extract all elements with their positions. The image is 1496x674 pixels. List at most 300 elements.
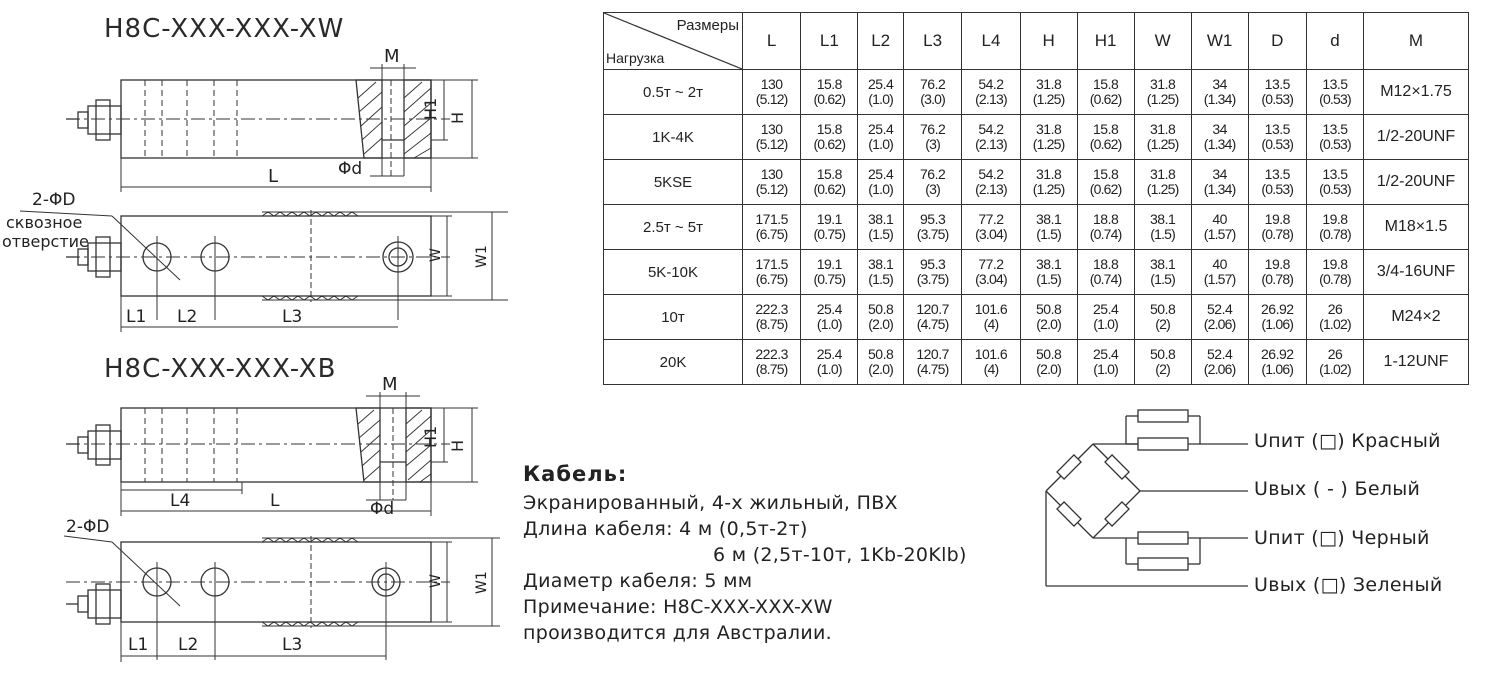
xb-label-d: Φd [370,499,395,519]
dim-mm: 54.2 [978,121,1004,137]
xw-label-l: L [268,166,279,187]
dim-mm: 52.4 [1207,346,1233,362]
dim-cell [962,295,1020,340]
dim-inch: (2) [1155,316,1170,332]
dim-mm: 101.6 [974,346,1008,362]
dim-inch: (2.06) [1203,316,1236,332]
dim-cell [1077,250,1134,295]
dim-cell [962,340,1020,385]
wire-label-red: Uпит (□) Красный [1254,430,1441,452]
dim-cell [858,160,904,205]
dim-mm: 25.4 [1093,346,1119,362]
col-header: L2 [858,13,904,70]
dim-inch: (0.53) [1261,136,1294,152]
resistor-top-1 [1138,410,1188,422]
dim-inch: (0.53) [1261,91,1294,107]
dim-inch: (8.75) [755,361,788,377]
dim-mm: 13.5 [1322,166,1348,182]
dim-cell [1020,160,1077,205]
xw-label-holes: 2-ΦD [32,190,76,210]
spec-row [604,250,1469,295]
dim-inch: (4.75) [916,316,949,332]
dim-cell [858,70,904,115]
dim-cell [1077,295,1134,340]
dim-cell [903,205,961,250]
dim-mm: 26 [1327,301,1343,317]
dim-mm: 13.5 [1264,121,1290,137]
col-header: H1 [1077,13,1134,70]
dim-cell [1134,70,1191,115]
dim-mm: 15.8 [1093,166,1119,182]
dim-mm: 38.1 [868,256,894,272]
resistor-bottom-2 [1138,558,1188,570]
dim-mm: 25.4 [816,346,842,362]
spec-row [604,295,1469,340]
dim-mm: 15.8 [816,166,842,182]
thread-cell: 1-12UNF [1364,340,1469,385]
dim-inch: (0.75) [813,271,846,287]
dim-inch: (0.53) [1319,181,1351,197]
col-header: H [1020,13,1077,70]
dim-inch: (2.13) [975,136,1007,152]
dim-cell [1020,115,1077,160]
dim-mm: 31.8 [1036,121,1062,137]
col-header: L3 [903,13,961,70]
dim-cell [743,295,801,340]
dim-inch: (1.34) [1203,136,1236,152]
dim-inch: (1.06) [1261,316,1294,332]
dim-inch: (1.5) [1150,271,1176,287]
dim-inch: (1.57) [1203,271,1236,287]
wiring-diagram [1030,400,1260,600]
cable-line-4: Диаметр кабеля: 5 мм [523,570,753,592]
dim-cell [1191,295,1248,340]
dim-inch: (1.25) [1146,181,1179,197]
dim-mm: 19.8 [1264,211,1290,227]
dim-mm: 40 [1212,211,1227,227]
dim-cell [1306,250,1363,295]
dim-mm: 120.7 [916,346,949,362]
col-header: L1 [801,13,858,70]
dim-inch: (2.0) [868,316,894,332]
thread-cell: 3/4-16UNF [1364,250,1469,295]
dim-mm: 50.8 [868,346,894,362]
dim-inch: (1.5) [868,226,894,242]
dim-inch: (3.04) [975,226,1007,242]
dim-mm: 54.2 [978,166,1004,182]
dim-mm: 50.8 [1036,346,1062,362]
dim-cell [1134,205,1191,250]
dim-cell [1248,160,1306,205]
dim-cell [801,115,858,160]
dim-inch: (0.62) [1089,91,1122,107]
dim-mm: 76.2 [920,121,946,137]
dim-mm: 34 [1212,166,1227,182]
xb-label-w1: W1 [474,571,490,594]
dim-cell [962,160,1020,205]
dim-cell [1020,250,1077,295]
wire-label-black: Uпит (□) Черный [1254,527,1430,549]
cable-line-5: Примечание: H8C-XXX-XXX-XW [523,596,833,618]
dim-inch: (2) [1155,361,1170,377]
dim-cell [1077,115,1134,160]
resistor-bottom-1 [1138,532,1188,544]
dim-mm: 31.8 [1150,121,1176,137]
dim-mm: 26.92 [1261,301,1294,317]
dim-inch: (0.75) [813,226,846,242]
dim-cell [1134,160,1191,205]
dim-cell [903,340,961,385]
dim-inch: (3.04) [975,271,1007,287]
dim-inch: (0.78) [1319,271,1351,287]
dim-inch: (3) [925,181,940,197]
dim-mm: 13.5 [1264,166,1290,182]
dim-cell [858,250,904,295]
dim-cell [1191,70,1248,115]
dim-inch: (0.74) [1089,226,1122,242]
spec-header-row [604,13,1469,70]
dim-inch: (1.25) [1146,91,1179,107]
dim-inch: (1.02) [1319,316,1351,332]
dim-mm: 34 [1212,76,1227,92]
col-header: M [1364,13,1469,70]
dim-mm: 19.8 [1322,211,1348,227]
dim-cell [801,70,858,115]
xw-label-l3: L3 [282,307,303,327]
dim-mm: 15.8 [1093,76,1119,92]
dim-mm: 40 [1212,256,1227,272]
dim-cell [1248,115,1306,160]
col-header: L4 [962,13,1020,70]
dim-mm: 222.3 [755,301,788,317]
dim-mm: 130 [760,166,783,182]
dim-cell [743,205,801,250]
dim-inch: (2.13) [975,181,1007,197]
dim-cell [743,70,801,115]
dim-mm: 31.8 [1036,76,1062,92]
drawing-xb-title: H8C-XXX-XXX-XB [104,354,337,384]
dim-cell [858,205,904,250]
dim-inch: (1.25) [1032,91,1065,107]
dim-inch: (1.25) [1146,136,1179,152]
dim-cell [1306,160,1363,205]
bridge-resistor-3 [1057,502,1081,526]
load-cell: 20K [604,340,743,385]
dim-cell [903,250,961,295]
dim-cell [1191,340,1248,385]
dim-inch: (1.0) [868,136,894,152]
dim-cell [1077,160,1134,205]
dim-inch: (6.75) [755,271,788,287]
dim-inch: (1.0) [868,91,894,107]
dim-mm: 19.1 [816,256,842,272]
dim-cell [1020,205,1077,250]
col-header: W [1134,13,1191,70]
dim-inch: (5.12) [755,91,788,107]
dim-inch: (4) [983,316,999,332]
dim-cell [1134,340,1191,385]
dim-mm: 19.8 [1322,256,1348,272]
dim-mm: 25.4 [1093,301,1119,317]
col-header: L [743,13,801,70]
spec-row [604,70,1469,115]
dim-inch: (3.75) [916,271,949,287]
dim-cell [903,295,961,340]
xw-label-d: Φd [338,159,363,179]
thread-cell: M12×1.75 [1364,70,1469,115]
dim-inch: (1.34) [1203,91,1236,107]
dim-mm: 101.6 [974,301,1008,317]
dim-inch: (1.0) [816,316,842,332]
col-header: d [1306,13,1363,70]
dim-mm: 77.2 [978,211,1004,227]
dim-mm: 77.2 [978,256,1004,272]
xw-label-w1: W1 [474,245,490,268]
dim-cell [1134,295,1191,340]
drawing-xb-svg [0,0,560,674]
dim-mm: 120.7 [916,301,949,317]
dim-inch: (5.12) [755,136,788,152]
dim-cell [1077,205,1134,250]
cable-line-1: Экранированный, 4-х жильный, ПВХ [523,492,898,514]
xb-label-h: H [448,439,467,452]
corner-label-load: Нагрузка [606,50,665,66]
dim-mm: 25.4 [816,301,842,317]
load-cell: 5K-10K [604,250,743,295]
xw-label-l1: L1 [126,307,147,327]
load-cell: 1K-4K [604,115,743,160]
cable-heading: Кабель: [523,462,628,486]
dim-inch: (1.5) [1150,226,1176,242]
dim-cell [1248,205,1306,250]
dim-cell [903,70,961,115]
dim-inch: (2.06) [1203,361,1236,377]
dim-mm: 130 [760,121,783,137]
dim-mm: 31.8 [1150,76,1176,92]
dim-inch: (0.62) [813,91,846,107]
dim-inch: (2.13) [975,91,1007,107]
dim-mm: 25.4 [868,76,894,92]
dim-inch: (1.0) [868,181,894,197]
dim-cell [801,295,858,340]
dim-cell [1020,340,1077,385]
load-cell: 5KSE [604,160,743,205]
dim-inch: (0.78) [1261,226,1294,242]
load-cell: 0.5т ~ 2т [604,70,743,115]
spec-table [603,12,1469,385]
dim-inch: (0.78) [1319,226,1351,242]
col-header: W1 [1191,13,1248,70]
col-header: D [1248,13,1306,70]
dim-mm: 13.5 [1322,76,1348,92]
dim-inch: (0.78) [1261,271,1294,287]
xw-label-l2: L2 [177,307,198,327]
dim-cell [1134,115,1191,160]
dim-inch: (4.75) [916,361,949,377]
dim-mm: 95.3 [920,211,946,227]
drawing-xw-title: H8C-XXX-XXX-XW [104,14,345,44]
dim-mm: 18.8 [1093,256,1119,272]
xb-label-w: W [428,574,444,588]
dim-mm: 222.3 [755,346,788,362]
dim-inch: (1.0) [1093,361,1119,377]
dim-inch: (1.25) [1032,181,1065,197]
dim-mm: 50.8 [1150,346,1176,362]
dim-inch: (2.0) [868,361,894,377]
resistor-top-2 [1138,438,1188,450]
dim-cell [1306,70,1363,115]
dim-mm: 15.8 [816,121,842,137]
dim-inch: (1.5) [868,271,894,287]
dim-cell [962,205,1020,250]
dim-inch: (4) [983,361,999,377]
dim-cell [743,115,801,160]
dim-cell [858,115,904,160]
dim-inch: (1.06) [1261,361,1294,377]
dim-mm: 38.1 [1036,256,1062,272]
dim-cell [1077,340,1134,385]
dim-cell [858,340,904,385]
dim-cell [1306,295,1363,340]
xw-label-through-1: сквозное [6,213,83,232]
thread-cell: 1/2-20UNF [1364,160,1469,205]
dim-mm: 52.4 [1207,301,1233,317]
spec-row [604,205,1469,250]
thread-cell: M24×2 [1364,295,1469,340]
load-cell: 10т [604,295,743,340]
dim-cell [1306,115,1363,160]
dim-mm: 38.1 [1150,256,1176,272]
spec-row [604,115,1469,160]
dim-cell [962,250,1020,295]
dim-mm: 25.4 [868,166,894,182]
dim-cell [1191,115,1248,160]
dim-inch: (2.0) [1036,361,1062,377]
dim-cell [1077,70,1134,115]
dim-mm: 171.5 [755,211,788,227]
dim-mm: 76.2 [920,166,946,182]
xb-side-body [121,408,431,482]
dim-mm: 31.8 [1036,166,1062,182]
dim-mm: 15.8 [816,76,842,92]
xb-label-l1: L1 [128,635,149,655]
cable-info [523,462,967,646]
dim-inch: (1.34) [1203,181,1236,197]
dim-mm: 13.5 [1264,76,1290,92]
dim-mm: 31.8 [1150,166,1176,182]
dim-mm: 18.8 [1093,211,1119,227]
dim-mm: 38.1 [868,211,894,227]
dim-inch: (1.5) [1036,226,1062,242]
dim-mm: 19.1 [816,211,842,227]
dim-inch: (0.53) [1319,136,1351,152]
dim-mm: 54.2 [978,76,1004,92]
dim-cell [743,160,801,205]
bridge-resistor-4 [1105,502,1129,526]
dim-mm: 38.1 [1036,211,1062,227]
dim-cell [801,160,858,205]
dim-inch: (0.62) [1089,181,1122,197]
dim-inch: (0.53) [1261,181,1294,197]
cable-line-2: Длина кабеля: 4 м (0,5т-2т) [523,518,808,540]
dim-inch: (5.12) [755,181,788,197]
dim-cell [743,340,801,385]
dim-mm: 26.92 [1261,346,1294,362]
wire-label-white: Uвых ( - ) Белый [1254,478,1421,500]
dim-mm: 50.8 [1036,301,1062,317]
dim-mm: 26 [1327,346,1343,362]
dim-mm: 34 [1212,121,1227,137]
dim-cell [903,115,961,160]
dim-cell [1020,295,1077,340]
dim-inch: (3) [925,136,940,152]
dim-mm: 50.8 [868,301,894,317]
dim-inch: (6.75) [755,226,788,242]
dim-mm: 19.8 [1264,256,1290,272]
dim-cell [858,295,904,340]
dim-inch: (0.53) [1319,91,1351,107]
dim-mm: 13.5 [1322,121,1348,137]
xb-label-l4: L4 [170,491,191,511]
dim-inch: (1.57) [1203,226,1236,242]
dim-cell [962,70,1020,115]
wire-label-green: Uвых (□) Зеленый [1254,574,1443,596]
xb-label-holes: 2-ΦD [66,517,110,537]
spec-row [604,340,1469,385]
dim-cell [801,205,858,250]
dim-cell [1248,340,1306,385]
dim-cell [1191,160,1248,205]
xb-label-h1: H1 [421,425,440,448]
dim-inch: (0.62) [1089,136,1122,152]
bridge-resistor-1 [1057,455,1081,479]
xw-label-h1: H1 [421,97,440,120]
dim-mm: 95.3 [920,256,946,272]
dim-cell [1134,250,1191,295]
cable-line-6: производится для Австралии. [523,622,832,644]
dim-inch: (8.75) [755,316,788,332]
dim-inch: (1.5) [1036,271,1062,287]
dim-inch: (0.74) [1089,271,1122,287]
spec-corner-cell [604,13,743,70]
dim-cell [1020,70,1077,115]
load-cell: 2.5т ~ 5т [604,205,743,250]
dim-mm: 76.2 [920,76,946,92]
dim-cell [962,115,1020,160]
dim-mm: 38.1 [1150,211,1176,227]
dim-inch: (1.25) [1032,136,1065,152]
dim-inch: (1.02) [1319,361,1351,377]
xb-label-l: L [270,491,280,511]
dim-cell [801,250,858,295]
dim-mm: 130 [760,76,783,92]
dim-cell [1306,340,1363,385]
dim-inch: (0.62) [813,136,846,152]
dim-cell [801,340,858,385]
dim-cell [1191,250,1248,295]
xb-label-l2: L2 [178,635,199,655]
dim-inch: (1.0) [816,361,842,377]
dim-cell [1248,70,1306,115]
dim-inch: (1.0) [1093,316,1119,332]
dim-mm: 171.5 [755,256,788,272]
thread-cell: 1/2-20UNF [1364,115,1469,160]
dim-cell [1248,295,1306,340]
dim-cell [903,160,961,205]
dim-mm: 15.8 [1093,121,1119,137]
dim-inch: (2.0) [1036,316,1062,332]
thread-cell: M18×1.5 [1364,205,1469,250]
